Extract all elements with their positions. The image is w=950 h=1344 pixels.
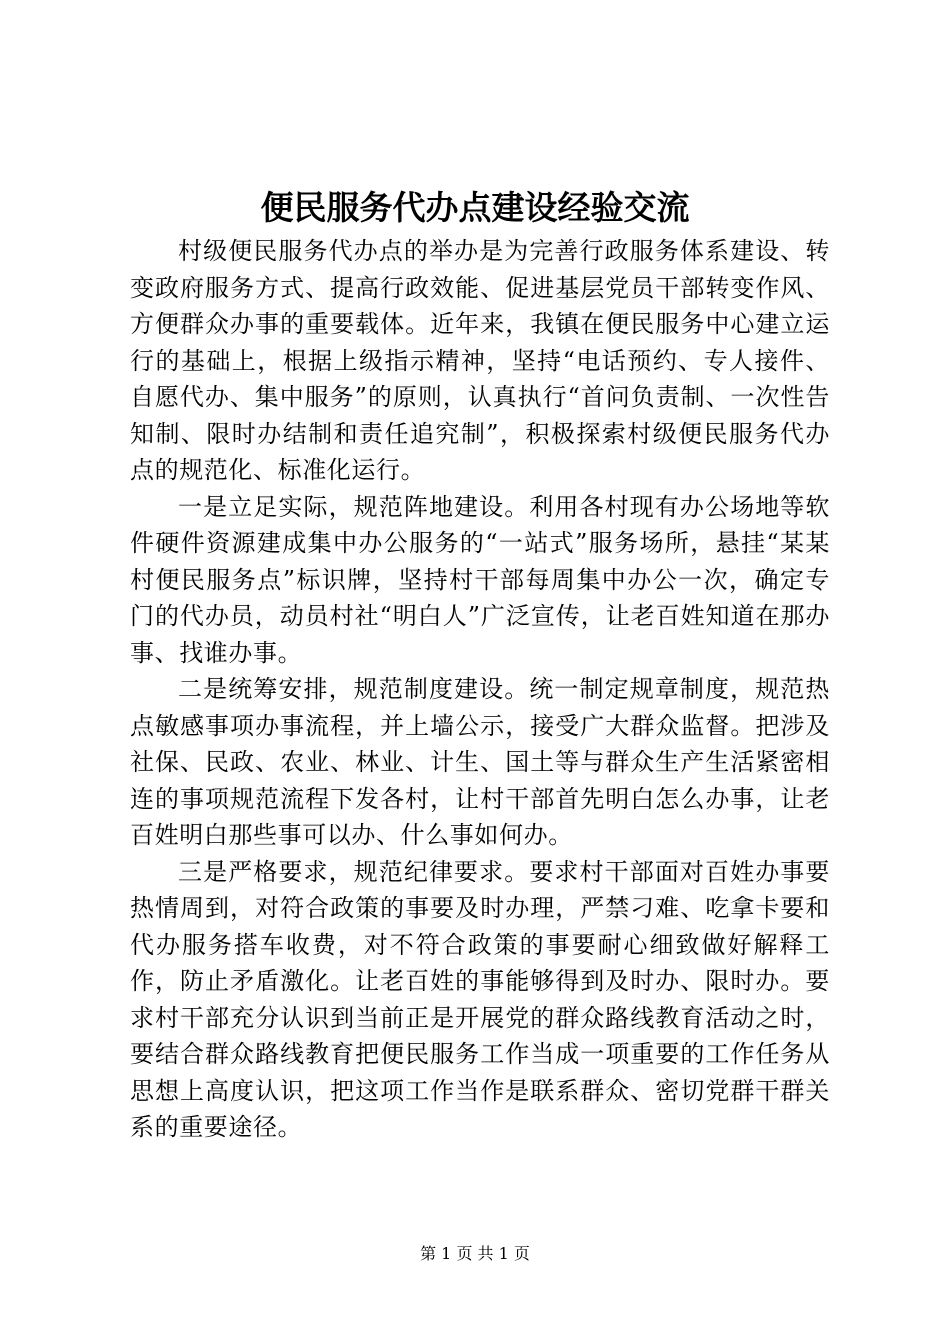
paragraph-point-one: 一是立足实际，规范阵地建设。利用各村现有办公场地等软件硬件资源建成集中办公服务的“一站式”服务场所，悬挂“某某村便民服务点”标识牌，坚持村干部每周集中办公一次，确定专门的代办员，动员村社“明白人”广泛宣传，让老百姓知道在那办事、找谁办事。 xyxy=(130,492,830,667)
document-title: 便民服务代办点建设经验交流 xyxy=(260,188,690,227)
paragraph-point-three: 三是严格要求，规范纪律要求。要求村干部面对百姓办事要热情周到，对符合政策的事要及时办理，严禁刁难、吃拿卡要和代办服务搭车收费，对不符合政策的事要耐心细致做好解释工作，防止矛盾激化。让老百姓的事能够得到及时办、限时办。要求村干部充分认识到当前正是开展党的群众路线教育活动之时，要结合群众路线教育把便民服务工作当成一项重要的工作任务从思想上高度认识，把这项工作当作是联系群众、密切党群干群关系的重要途径。 xyxy=(130,857,830,1141)
page-number-footer: 第 1 页 共 1 页 xyxy=(420,1244,530,1263)
document-body xyxy=(130,233,830,1146)
paragraph-intro: 村级便民服务代办点的举办是为完善行政服务体系建设、转变政府服务方式、提高行政效能、促进基层党员干部转变作风、方便群众办事的重要载体。近年来，我镇在便民服务中心建立运行的基础上，根据上级指示精神，坚持“电话预约、专人接件、自愿代办、集中服务”的原则，认真执行“首问负责制、一次性告知制、限时办结制和责任追究制”，积极探索村级便民服务代办点的规范化、标准化运行。 xyxy=(130,237,830,484)
paragraph-point-two: 二是统筹安排，规范制度建设。统一制定规章制度，规范热点敏感事项办事流程，并上墙公示，接受广大群众监督。把涉及社保、民政、农业、林业、计生、国土等与群众生产生活紧密相连的事项规范流程下发各村，让村干部首先明白怎么办事，让老百姓明白那些事可以办、什么事如何办。 xyxy=(130,675,830,849)
